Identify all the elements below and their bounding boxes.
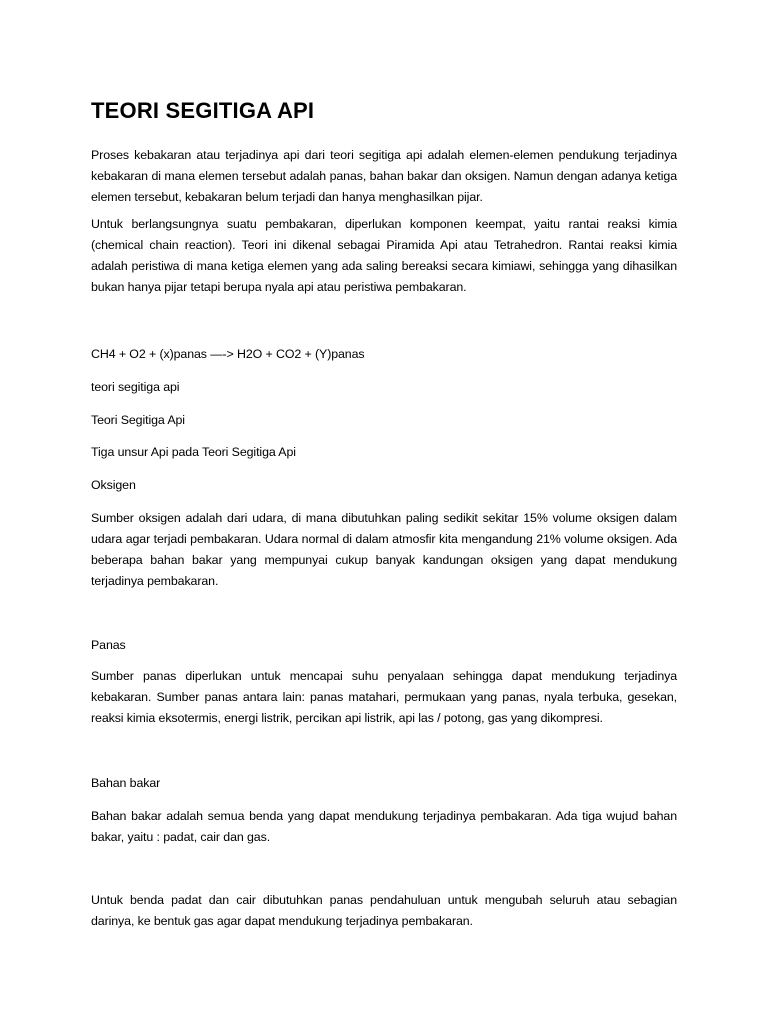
- paragraph-padat-cair: Untuk benda padat dan cair dibutuhkan panas pendahuluan untuk mengubah seluruh atau sebagian darinya, ke bentuk gas agar dapat mendukung terjadinya pembakaran.: [91, 893, 677, 928]
- document-title: TEORI SEGITIGA API: [91, 98, 315, 123]
- heading-bahan-bakar: Bahan bakar: [91, 776, 161, 790]
- paragraph-equation: CH4 + O2 + (x)panas —-> H2O + CO2 + (Y)panas: [91, 347, 365, 361]
- heading-panas: Panas: [91, 638, 126, 652]
- paragraph-line-2: Teori Segitiga Api: [91, 413, 185, 427]
- paragraph-line-3: Tiga unsur Api pada Teori Segitiga Api: [91, 445, 296, 459]
- paragraph-line-1: teori segitiga api: [91, 380, 180, 394]
- paragraph-panas: Sumber panas diperlukan untuk mencapai suhu penyalaan sehingga dapat mendukung terjadinya kebakaran. Sumber panas antara lain: panas matahari, permukaan yang panas, nyala terbuka, gesekan, reaksi kimia eksotermis, energi listrik, percikan api listrik, api las / potong, gas yang dikompresi.: [91, 669, 677, 725]
- paragraph-bahan-bakar: Bahan bakar adalah semua benda yang dapat mendukung terjadinya pembakaran. Ada tiga wujud bahan bakar, yaitu : padat, cair dan gas.: [91, 809, 677, 844]
- paragraph-oksigen: Sumber oksigen adalah dari udara, di mana dibutuhkan paling sedikit sekitar 15% volume oksigen dalam udara agar terjadi pembakaran. Udara normal di dalam atmosfir kita mengandung 21% volume oksigen. Ada beberapa bahan bakar yang mempunyai cukup banyak kandungan oksigen yang dapat mendukung terjadinya pembakaran.: [91, 511, 677, 588]
- paragraph-intro: Proses kebakaran atau terjadinya api dari teori segitiga api adalah elemen-elemen pendukung terjadinya kebakaran di mana elemen tersebut adalah panas, bahan bakar dan oksigen. Namun dengan adanya ketiga elemen tersebut, kebakaran belum terjadi dan hanya menghasilkan pijar.: [91, 148, 677, 204]
- heading-oksigen: Oksigen: [91, 478, 136, 492]
- paragraph-chain-reaction: Untuk berlangsungnya suatu pembakaran, diperlukan komponen keempat, yaitu rantai reaksi kimia (chemical chain reaction). Teori ini dikenal sebagai Piramida Api atau Tetrahedron. Rantai reaksi kimia adalah peristiwa di mana ketiga elemen yang ada saling bereaksi secara kimiawi, sehingga yang dihasilkan bukan hanya pijar tetapi berupa nyala api atau peristiwa pembakaran.: [91, 217, 677, 294]
- document-page: [91, 0, 677, 1024]
